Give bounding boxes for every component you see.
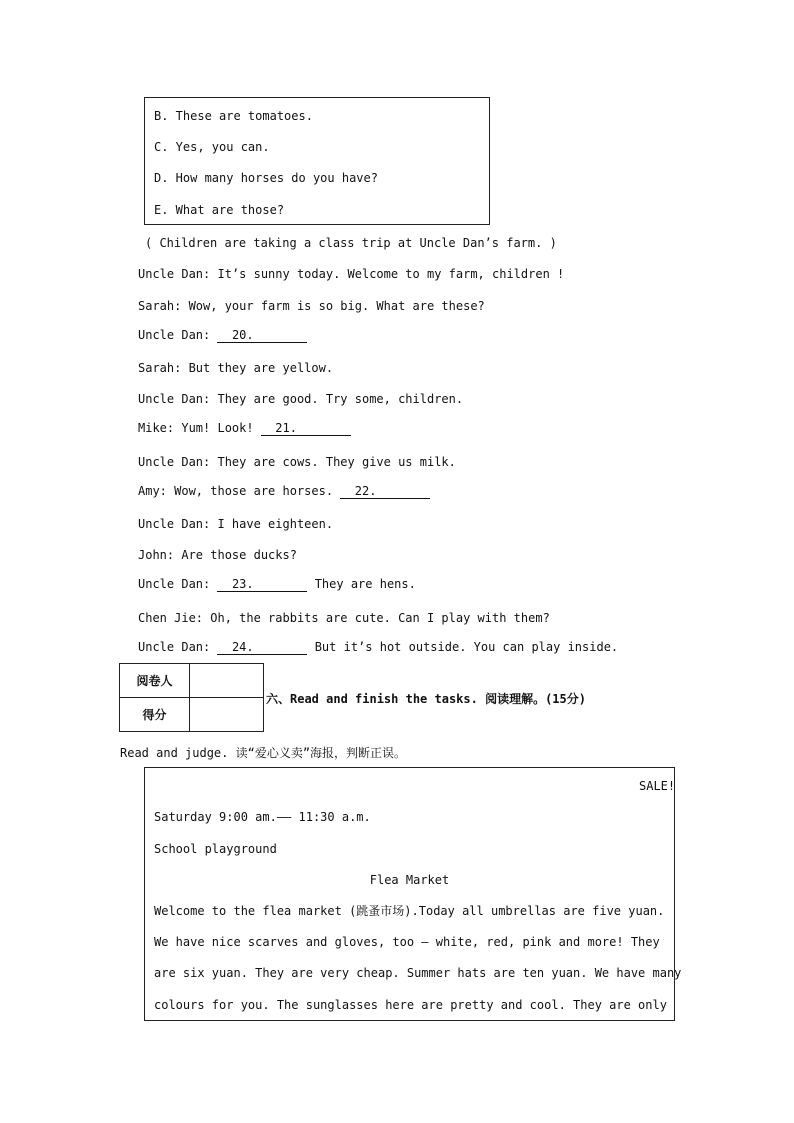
dialogue-line: Chen Jie: Oh, the rabbits are cute. Can I play with them? xyxy=(138,611,550,625)
dialogue-line xyxy=(138,421,351,436)
speaker: Uncle Dan: xyxy=(138,328,218,342)
option-d: D. How many horses do you have? xyxy=(154,171,378,185)
dialogue-line: John: Are those ducks? xyxy=(138,548,297,562)
option-b: B. These are tomatoes. xyxy=(154,109,313,123)
answer-blank-24[interactable]: 24. xyxy=(217,640,307,655)
dialogue-line: Uncle Dan: I have eighteen. xyxy=(138,517,334,531)
option-e: E. What are those? xyxy=(154,203,285,217)
dialogue-line xyxy=(138,484,430,499)
dialogue-intro: ( Children are taking a class trip at Uncle Dan’s farm. ) xyxy=(145,236,557,250)
option-c: C. Yes, you can. xyxy=(154,140,270,154)
section-instruction: Read and judge. 读“爱心义卖”海报，判断正误。 xyxy=(120,746,407,760)
section-title: 六、Read and finish the tasks. 阅读理解。(15分) xyxy=(266,692,586,706)
poster-sale: SALE! xyxy=(639,779,676,793)
dialogue-line: Uncle Dan: 23. They are hens. xyxy=(138,577,416,591)
dialogue-line: Uncle Dan: They are good. Try some, children. xyxy=(138,392,464,406)
poster-paragraph: colours for you. The sunglasses here are pretty and cool. They are only xyxy=(154,998,667,1012)
speaker: Uncle Dan: xyxy=(138,577,218,591)
poster-place: School playground xyxy=(154,842,277,856)
answer-blank-20[interactable]: 20. xyxy=(217,328,307,343)
answer-blank-21[interactable]: 21. xyxy=(261,421,351,436)
poster-paragraph: We have nice scarves and gloves, too — white, red, pink and more! They xyxy=(154,935,660,949)
poster-paragraph: are six yuan. They are very cheap. Summer hats are ten yuan. We have many xyxy=(154,966,682,980)
reviewer-cell[interactable] xyxy=(190,664,264,698)
reviewer-label: 阅卷人 xyxy=(120,664,190,698)
answer-blank-22[interactable]: 22. xyxy=(340,484,430,499)
poster-box xyxy=(144,767,675,1021)
dialogue-line: Sarah: But they are yellow. xyxy=(138,361,334,375)
speaker: Amy: Wow, those are horses. xyxy=(138,484,341,498)
poster-paragraph: Welcome to the flea market (跳蚤市场).Today all umbrellas are five yuan. xyxy=(154,904,665,918)
poster-time: Saturday 9:00 am.—— 11:30 a.m. xyxy=(154,810,371,824)
speaker: Mike: Yum! Look! xyxy=(138,421,261,435)
answer-blank-23[interactable]: 23. xyxy=(217,577,307,592)
score-cell[interactable] xyxy=(190,698,264,732)
dialogue-line: Uncle Dan: They are cows. They give us milk. xyxy=(138,455,456,469)
dialogue-line: Uncle Dan: It’s sunny today. Welcome to my farm, children ! xyxy=(138,267,565,281)
poster-heading: Flea Market xyxy=(369,873,450,887)
speaker: Uncle Dan: xyxy=(138,640,218,654)
dialogue-line: Sarah: Wow, your farm is so big. What are these? xyxy=(138,299,485,313)
score-table xyxy=(119,663,264,732)
dialogue-line xyxy=(138,328,307,343)
dialogue-line: Uncle Dan: 24. But it’s hot outside. You can play inside. xyxy=(138,640,619,654)
score-label: 得分 xyxy=(120,698,190,732)
